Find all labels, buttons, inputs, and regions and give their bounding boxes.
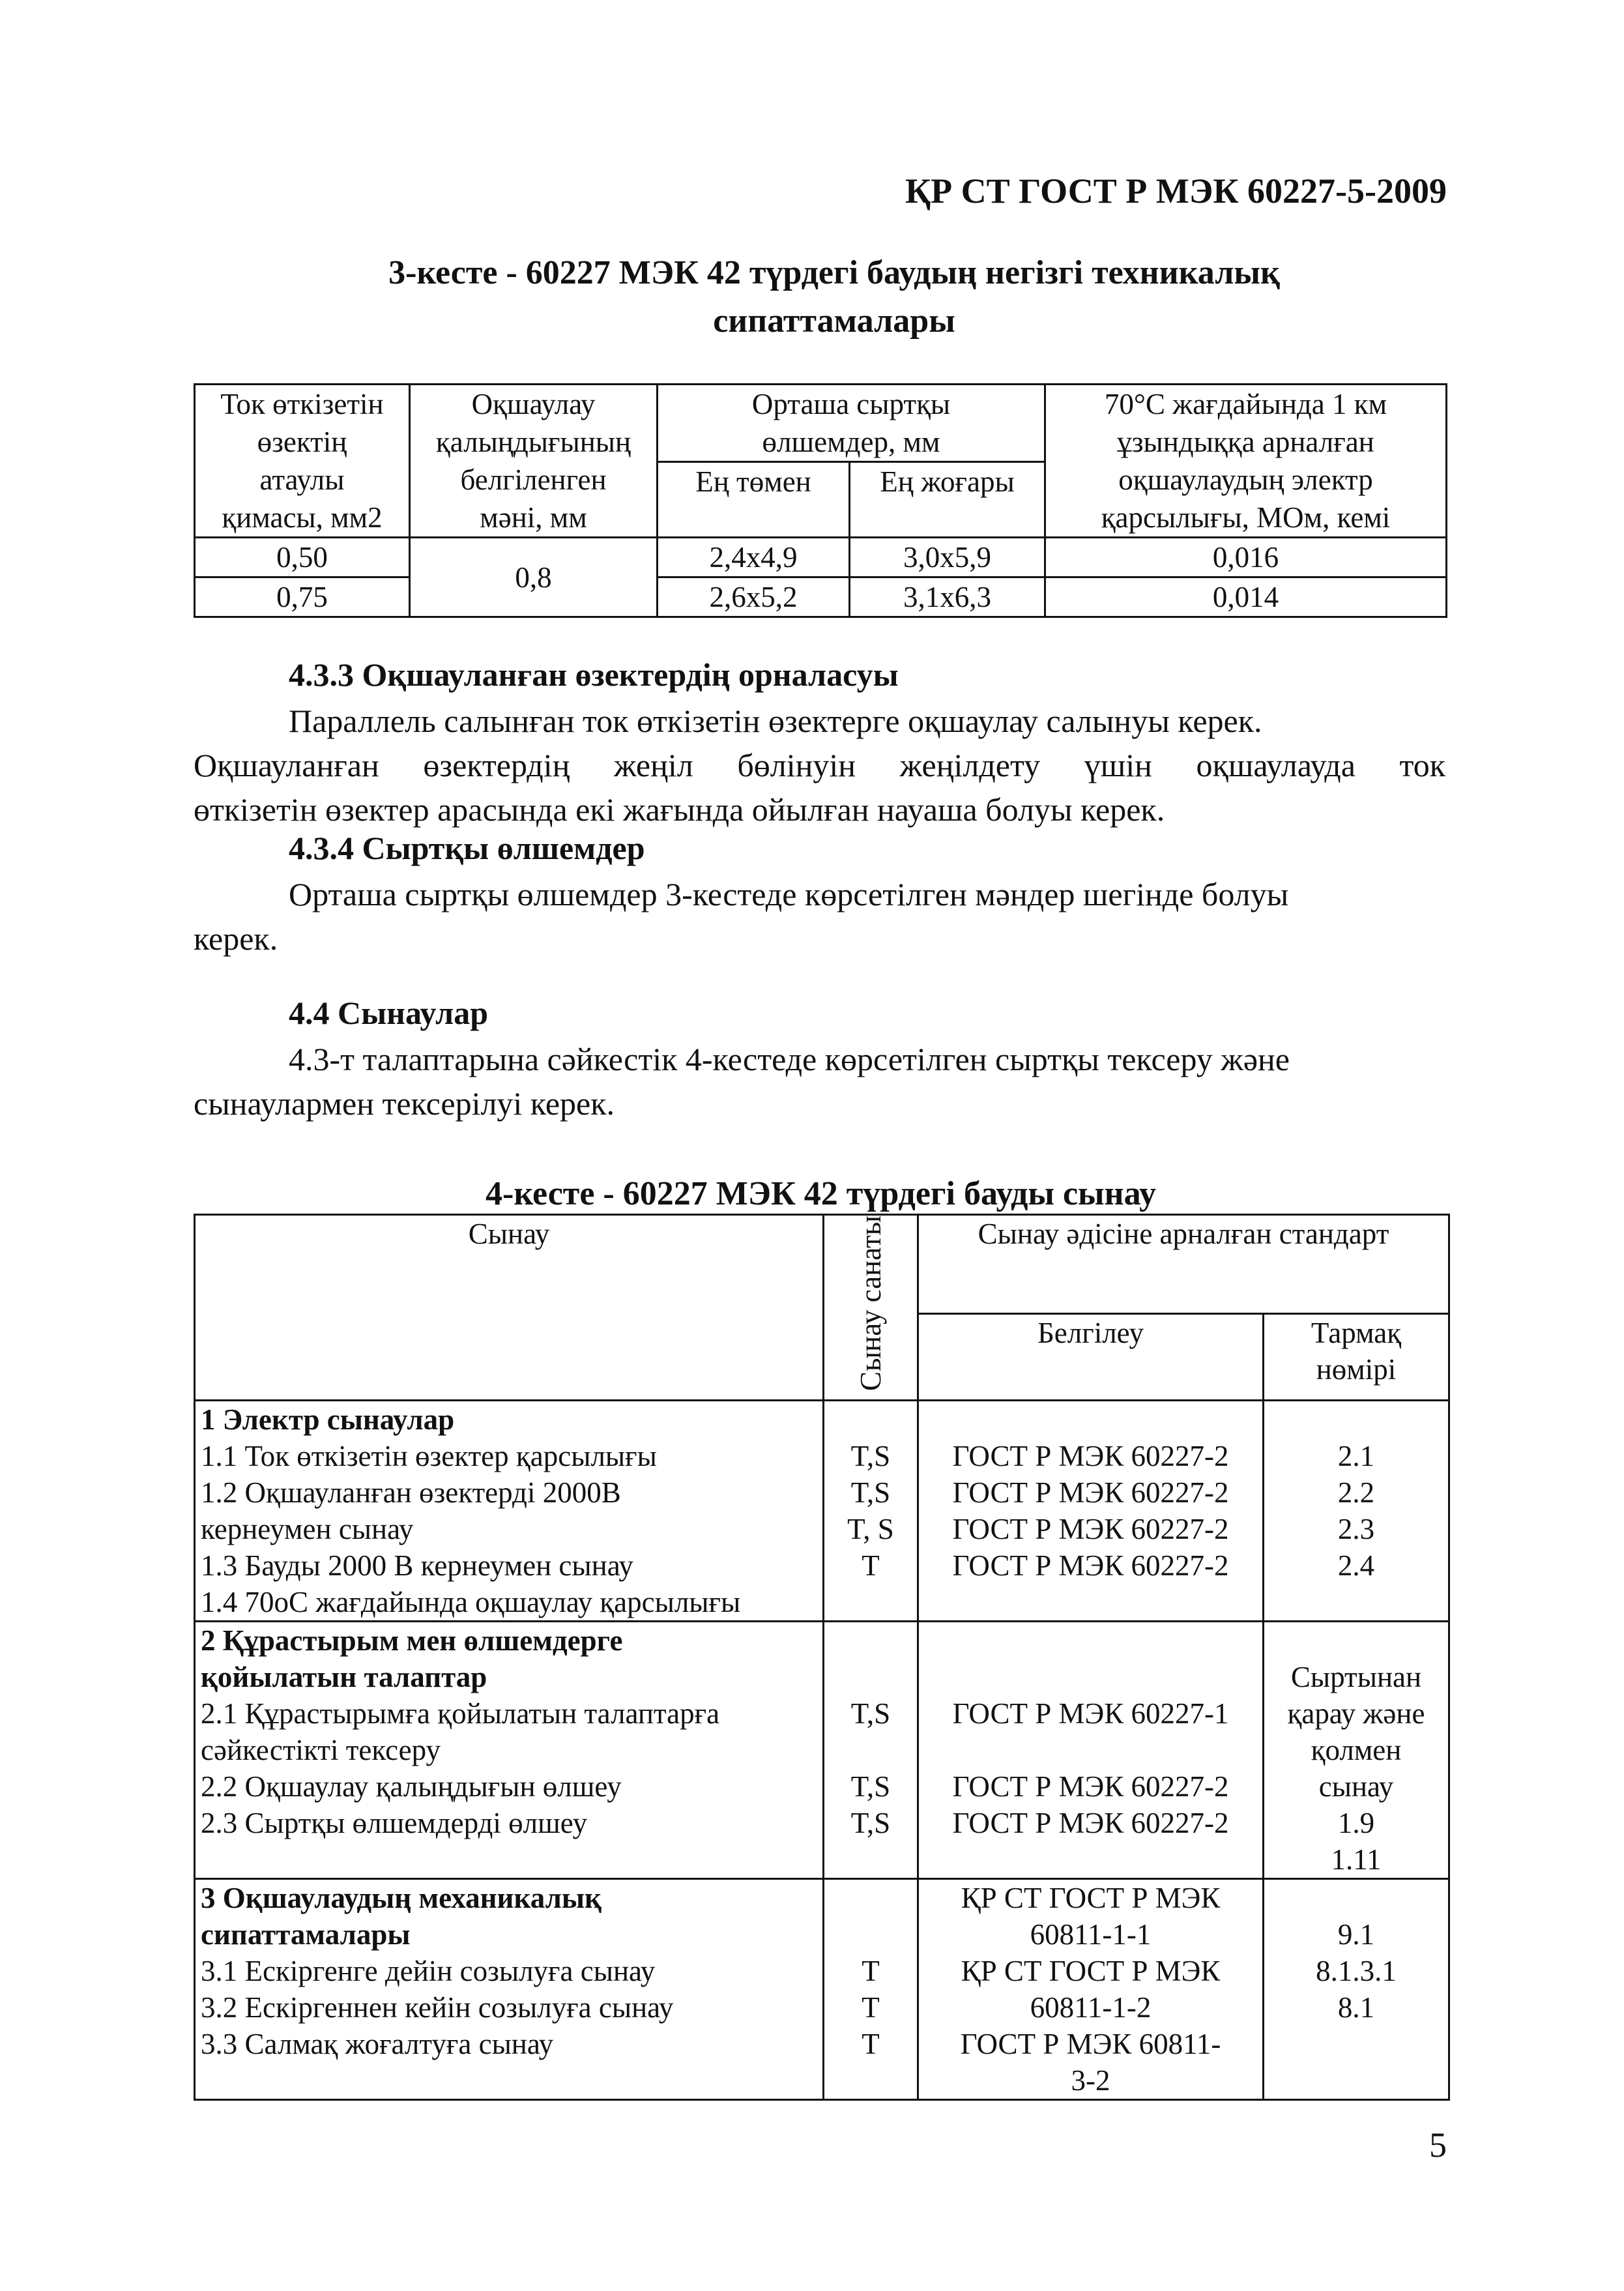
table-row — [195, 1879, 1449, 2100]
section-4-4-line1: 4.3-т талаптарына сәйкестік 4-кестеде көрсетілген сыртқы тексеру және — [289, 1041, 1290, 1077]
table4-header-test: Сынау — [195, 1215, 824, 1401]
table4-group1-tests: 1 Электр сынаулар 1.1 Ток өткізетін өзектер қарсылығы 1.2 Оқшауланған өзектерді 2000В кернеумен сынау 1.3 Бауды 2000 В кернеумен сынау 1.4 70оС жағдайында оқшаулау қарсылығы — [195, 1401, 824, 1622]
table4-group2-standards: ГОСТ Р МЭК 60227-1 ГОСТ Р МЭК 60227-2 ГОСТ Р МЭК 60227-2 — [918, 1622, 1264, 1879]
table3-header-section: Ток өткізетін өзектің атаулы қимасы, мм2 — [195, 385, 410, 538]
table3-title-line1: 3-кесте - 60227 МЭК 42 түрдегі баудың негізгі техникалық — [388, 254, 1280, 291]
table3-header-min: Ең төмен — [658, 462, 850, 538]
table3 — [194, 383, 1447, 618]
section-4-3-3-line3: өткізетін өзектер арасында екі жағында ойылған науаша болуы керек. — [194, 791, 1165, 828]
table4-header-designation: Белгілеу — [918, 1314, 1264, 1401]
table4-group3-standards: ҚР СТ ГОСТ Р МЭК 60811-1-1 ҚР СТ ГОСТ Р МЭК 60811-1-2 ГОСТ Р МЭК 60811- 3-2 — [918, 1879, 1264, 2100]
table4-header-category: Сынау санаты — [824, 1215, 918, 1401]
table4-group1-categories: T,S T,S T, S T — [824, 1401, 918, 1622]
table-row: 0,75 2,6x5,2 3,1x6,3 0,014 — [195, 577, 1447, 617]
table3-header-thickness: Оқшаулау қалыңдығының белгіленген мәні, мм — [410, 385, 658, 538]
table4-group2-tests: 2 Құрастырым мен өлшемдерге қойылатын талаптар 2.1 Құрастырымға қойылатын талаптарға сәйкестікті тексеру 2.2 Оқшаулау қалыңдығын өлшеу 2.3 Сыртқы өлшемдерді өлшеу — [195, 1622, 824, 1879]
table4 — [194, 1214, 1450, 2101]
table4-title: 4-кесте - 60227 МЭК 42 түрдегі бауды сынау — [486, 1175, 1156, 1212]
table4-group2-categories: T,S T,S T,S — [824, 1622, 918, 1879]
section-4-3-4-line2: керек. — [194, 920, 278, 957]
page-number: 5 — [1429, 2125, 1447, 2165]
table3-title — [196, 249, 1473, 345]
table3-header-dimensions: Орташа сыртқы өлшемдер, мм — [658, 385, 1045, 462]
table4-group3-categories: T T T — [824, 1879, 918, 2100]
table4-header-standard: Сынау әдісіне арналған стандарт — [918, 1215, 1449, 1314]
table4-group1-clauses: 2.1 2.2 2.3 2.4 — [1264, 1401, 1449, 1622]
table4-group1-standards: ГОСТ Р МЭК 60227-2 ГОСТ Р МЭК 60227-2 ГОСТ Р МЭК 60227-2 ГОСТ Р МЭК 60227-2 — [918, 1401, 1264, 1622]
section-4-3-4-line1: Орташа сыртқы өлшемдер 3-кестеде көрсетілген мәндер шегінде болуы — [289, 876, 1289, 912]
table3-header-max: Ең жоғары — [850, 462, 1045, 538]
table-row — [195, 1401, 1449, 1622]
table4-group3-clauses: 9.1 8.1.3.1 8.1 — [1264, 1879, 1449, 2100]
section-4-4-heading: 4.4 Сынаулар — [289, 995, 489, 1031]
section-4-3-3-line1: Параллель салынған ток өткізетін өзектерге оқшаулау салынуы керек. — [289, 703, 1262, 739]
document-code-header: ҚР СТ ГОСТ Р МЭК 60227-5-2009 — [905, 171, 1447, 211]
table-row — [195, 1622, 1449, 1879]
table3-thickness-value: 0,8 — [410, 538, 658, 617]
table4-group2-clauses: Сыртынан қарау және қолмен сынау 1.9 1.11 — [1264, 1622, 1449, 1879]
section-4-3-4-heading: 4.3.4 Сыртқы өлшемдер — [289, 830, 645, 866]
section-4-3-3-heading: 4.3.3 Оқшауланған өзектердің орналасуы — [289, 656, 899, 693]
table3-header-resistance: 70°С жағдайында 1 км ұзындыққа арналған оқшаулаудың электр қарсылығы, МОм, кемі — [1045, 385, 1447, 538]
table4-header-clause: Тармақ нөмірі — [1264, 1314, 1449, 1401]
section-4-4-line2: сынаулармен тексерілуі керек. — [194, 1085, 615, 1122]
table3-title-line2: сипаттамалары — [713, 302, 955, 340]
table-row: 0,50 0,8 2,4x4,9 3,0x5,9 0,016 — [195, 538, 1447, 577]
section-4-3-3-line2: Оқшауланған өзектердің жеңіл бөлінуін жеңілдету үшін оқшаулауда ток — [194, 747, 1445, 783]
table4-group3-tests: 3 Оқшаулаудың механикалық сипаттамалары 3.1 Ескіргенге дейін созылуға сынау 3.2 Ескіргеннен кейін созылуға сынау 3.3 Салмақ жоғалтуға сынау — [195, 1879, 824, 2100]
